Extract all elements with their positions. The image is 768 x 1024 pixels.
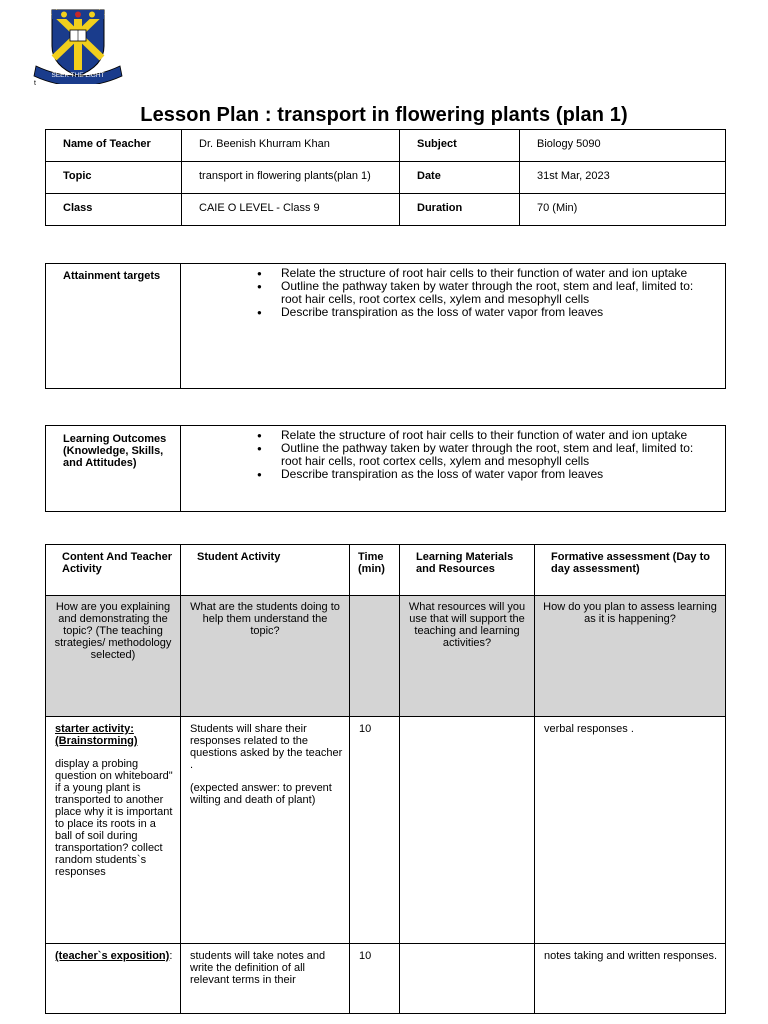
duration-label: Duration [400,194,520,226]
logo-mark: t [34,80,36,87]
exposition-time: 10 [350,944,400,1014]
learning-outcomes-list [255,429,705,481]
date-value: 31st Mar, 2023 [520,162,726,194]
list-item: ● Outline the pathway taken by water through the root, stem and leaf, limited to: root hair cells, root cortex cells, xylem and mesophyll cells [255,442,705,468]
duration-value: 70 (Min) [520,194,726,226]
table-row [46,717,726,944]
school-crest-logo [30,6,126,84]
class-value: CAIE O LEVEL - Class 9 [182,194,400,226]
learning-outcomes-table [45,425,726,512]
table-row [46,130,726,162]
attainment-targets-list [255,267,705,319]
exposition-materials [400,944,535,1014]
exposition-title-suffix: : [169,950,173,962]
header-student: Student Activity [181,545,350,596]
question-time [350,596,400,717]
attainment-targets-label: Attainment targets [46,264,181,389]
table-header-row [46,545,726,596]
teacher-label: Name of Teacher [46,130,182,162]
list-item: ● Relate the structure of root hair cells to their function of water and ion uptake [255,267,705,280]
starter-materials [400,717,535,944]
starter-student-activity: Students will share their responses related to the questions asked by the teacher . [190,723,343,771]
list-item: ● Outline the pathway taken by water through the root, stem and leaf, limited to: root hair cells, root cortex cells, xylem and mesophyll cells [255,280,705,306]
question-assessment: How do you plan to assess learning as it is happening? [535,596,726,717]
exposition-title: (teacher`s exposition) [55,950,170,962]
table-row [46,264,726,389]
teacher-value: Dr. Beenish Khurram Khan [182,130,400,162]
starter-assessment: verbal responses . [535,717,726,944]
topic-value: transport in flowering plants(plan 1) [182,162,400,194]
question-content: How are you explaining and demonstrating the topic? (The teaching strategies/ methodology selected) [46,596,181,717]
header-materials: Learning Materials and Resources [400,545,535,596]
lesson-activity-table [45,544,726,1014]
starter-activity-content: display a probing question on whiteboard" if a young plant is transported to another place why it is important to place its roots in a ball of soil during transportation? collect random students`s responses [55,758,173,878]
starter-time: 10 [350,717,400,944]
exposition-student-activity: students will take notes and write the definition of all relevant terms in their [181,944,350,1014]
table-row [46,596,726,717]
page-title: Lesson Plan : transport in flowering plants (plan 1) [140,104,628,126]
class-label: Class [46,194,182,226]
table-row [46,944,726,1014]
starter-student-note: (expected answer: to prevent wilting and death of plant) [190,782,332,806]
learning-outcomes-label: Learning Outcomes (Knowledge, Skills, and Attitudes) [46,426,181,512]
attainment-targets-table [45,263,726,389]
subject-value: Biology 5090 [520,130,726,162]
lesson-info-table [45,129,726,226]
table-row [46,426,726,512]
header-assessment: Formative assessment (Day to day assessment) [535,545,726,596]
list-item: ● Describe transpiration as the loss of water vapor from leaves [255,468,705,481]
date-label: Date [400,162,520,194]
topic-label: Topic [46,162,182,194]
question-materials: What resources will you use that will support the teaching and learning activities? [400,596,535,717]
header-time: Time (min) [350,545,400,596]
logo-motto: SEEK THE LIGHT [51,72,105,79]
question-student: What are the students doing to help them understand the topic? [181,596,350,717]
table-row [46,194,726,226]
subject-label: Subject [400,130,520,162]
list-item: ● Describe transpiration as the loss of water vapor from leaves [255,306,705,319]
exposition-assessment: notes taking and written responses. [535,944,726,1014]
table-row [46,162,726,194]
header-content: Content And Teacher Activity [46,545,181,596]
list-item: ● Relate the structure of root hair cells to their function of water and ion uptake [255,429,705,442]
starter-activity-title: starter activity: (Brainstorming) [55,723,138,747]
